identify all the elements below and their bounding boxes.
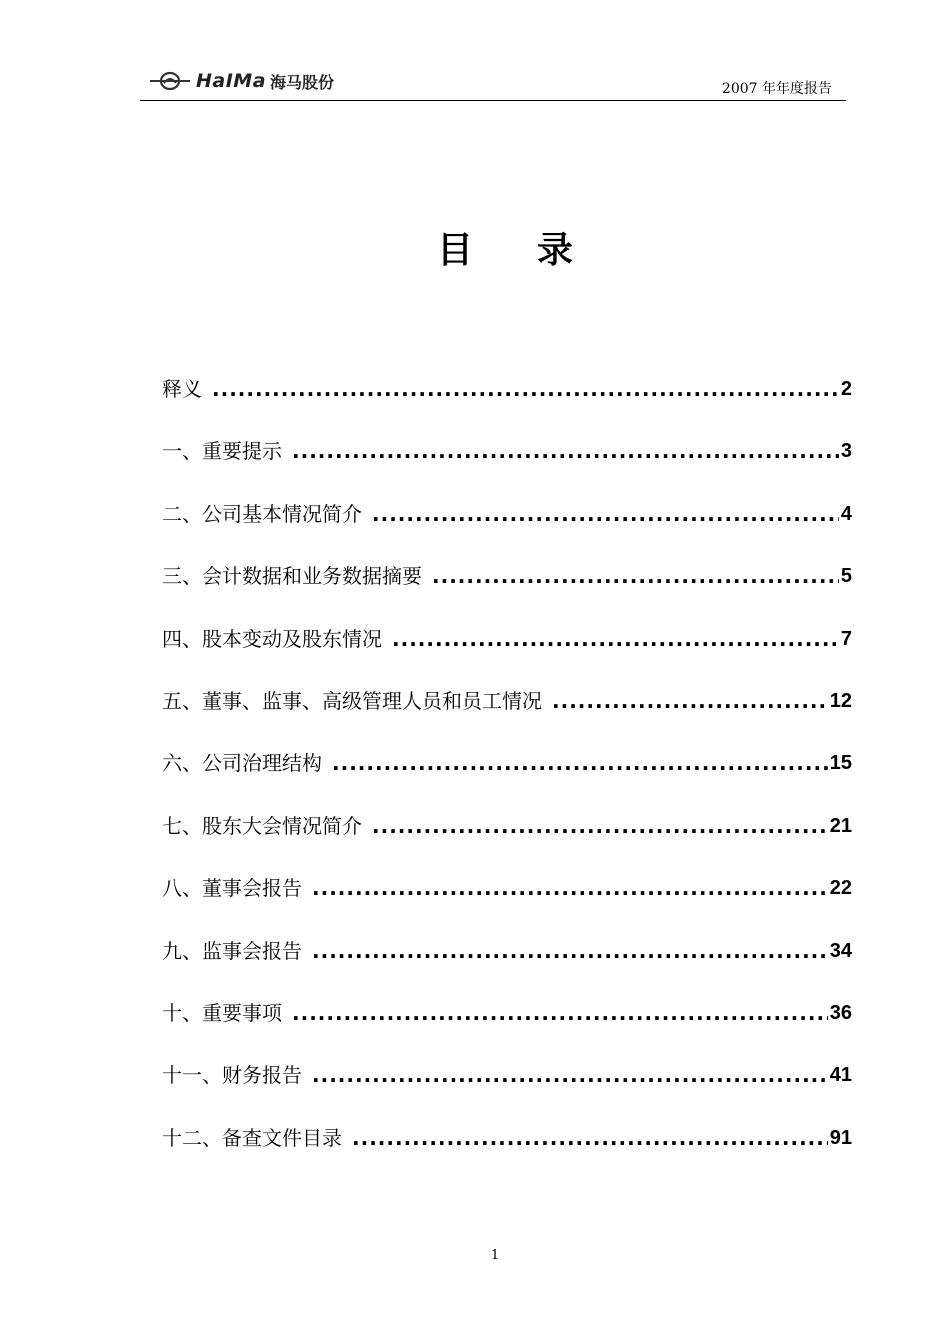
toc-leader-dots (292, 999, 828, 1027)
toc-entry-label: 十二、备查文件目录 (162, 1125, 342, 1150)
toc-entry-label: 八、董事会报告 (162, 876, 302, 901)
toc-entry-page: 36 (829, 1001, 852, 1024)
toc-entry-label: 十、重要事项 (162, 1000, 282, 1025)
toc-entry[interactable] (162, 562, 852, 624)
toc-title-right: 录 (537, 230, 574, 271)
toc-entry-label: 七、股东大会情况简介 (162, 813, 362, 838)
toc-entry-label: 二、公司基本情况简介 (162, 501, 362, 526)
toc-title (0, 222, 950, 273)
toc-entry[interactable] (162, 937, 852, 999)
toc-leader-dots (312, 1061, 828, 1089)
toc-entry[interactable] (162, 375, 852, 437)
report-label: 2007 年年度报告 (721, 81, 832, 97)
toc-leader-dots (332, 749, 828, 777)
toc-entry[interactable] (162, 1061, 852, 1123)
company-logo (150, 66, 334, 96)
toc-leader-dots (312, 937, 828, 965)
toc-entry-label: 四、股本变动及股东情况 (162, 626, 382, 651)
haima-emblem-icon (150, 70, 190, 92)
toc-entry[interactable] (162, 500, 852, 562)
toc-entry[interactable] (162, 812, 852, 874)
toc-entry-page: 21 (829, 814, 852, 837)
toc-leader-dots (432, 562, 839, 590)
toc-entry[interactable] (162, 749, 852, 811)
toc-title-left: 目 (436, 230, 473, 271)
toc-entry-page: 3 (840, 440, 852, 463)
toc-entry[interactable] (162, 437, 852, 499)
toc-entry[interactable] (162, 999, 852, 1061)
toc-entry-label: 一、重要提示 (162, 439, 282, 464)
toc-entry-page: 2 (840, 378, 852, 400)
toc-entry-page: 12 (829, 689, 852, 712)
toc-leader-dots (352, 1124, 828, 1152)
page-header (140, 62, 846, 101)
page-number: 1 (490, 1248, 500, 1263)
toc-entry-label: 三、会计数据和业务数据摘要 (162, 564, 422, 589)
toc-entry-page: 5 (840, 565, 852, 588)
toc-leader-dots (372, 812, 828, 840)
toc-entry[interactable] (162, 1124, 852, 1186)
logo-brand-text: HaIMa (196, 70, 267, 92)
toc-leader-dots (372, 500, 839, 528)
toc-entry-page: 7 (840, 627, 852, 650)
toc-entry-page: 34 (829, 939, 852, 962)
toc-leader-dots (212, 375, 839, 403)
toc-leader-dots (552, 687, 828, 715)
toc-entry-label: 九、监事会报告 (162, 938, 302, 963)
toc-leader-dots (292, 437, 839, 465)
toc-entry-label: 五、董事、监事、高级管理人员和员工情况 (162, 688, 542, 713)
toc-entry[interactable] (162, 625, 852, 687)
toc-entry-page: 15 (829, 752, 852, 775)
toc-entry-label: 六、公司治理结构 (162, 751, 322, 776)
table-of-contents (162, 375, 852, 1186)
toc-entry-page: 41 (829, 1064, 852, 1087)
toc-entry[interactable] (162, 687, 852, 749)
toc-leader-dots (392, 625, 839, 653)
toc-entry-label: 十一、财务报告 (162, 1063, 302, 1088)
toc-entry-label: 释义 (162, 377, 202, 401)
toc-leader-dots (312, 874, 828, 902)
toc-entry[interactable] (162, 874, 852, 936)
logo-company-name: 海马股份 (270, 72, 335, 92)
toc-entry-page: 22 (829, 877, 852, 900)
toc-entry-page: 91 (829, 1126, 852, 1149)
toc-entry-page: 4 (840, 502, 852, 525)
